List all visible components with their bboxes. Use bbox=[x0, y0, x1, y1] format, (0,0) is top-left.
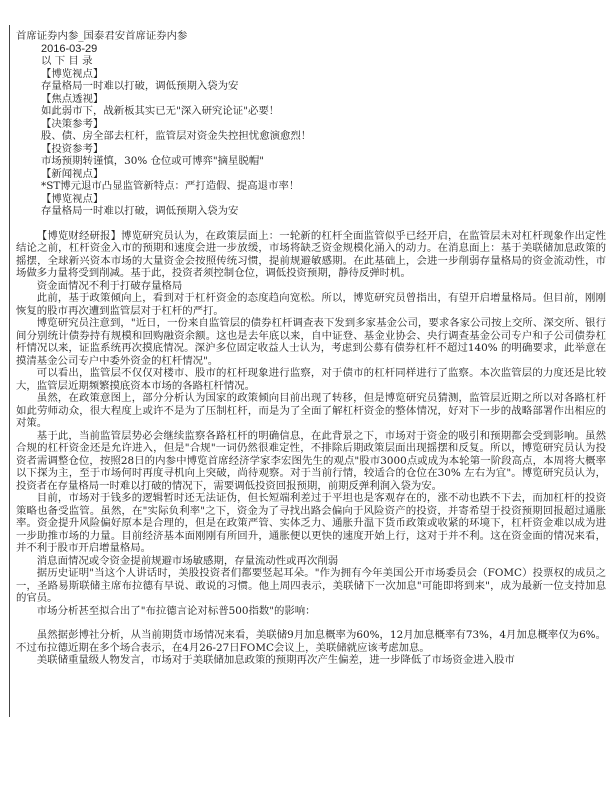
toc-headline: *ST博元退市凸显监管新特点：严打造假、提高退市率！ bbox=[41, 180, 300, 192]
paragraph: 据历史证明"当这个人讲话时，美股投资者们都要竖起耳朵。"作为拥有今年美国公开市场委员会（FOMC）投票权的成员之一，圣路易斯联储主席布拉德有早说、敢说的习惯。他上周四表示，美联储下一次加息"可能即将到来"，成为最新一位支持加息的官员。 bbox=[16, 567, 606, 604]
paragraph-intro: 【博览财经研报】博览研究员认为，在政策层面上：一轮新的杠杆全面监管似乎已经开启，在监管层未对杠杆现象作出定性结论之前，杠杆资金入市的预期和速度会进一步放缓，市场将缺乏资金规模化涌入的动力。在消息面上：基于美联储加息政策的摇摆，全球新兴资本市场的大量资金会按照传统习惯，提前规避敏感期。在此基础上，会进一步削弱存量格局的资金流动性，市场做多力量将受到削减。基于此，投资者须控制仓位，调低投资预期，静待反弹时机。 bbox=[16, 229, 606, 279]
toc-section: 【投资参考】 bbox=[41, 142, 104, 155]
toc-section: 【新闻视点】 bbox=[41, 167, 104, 180]
paragraph: 市场分析甚至拟合出了"布拉德言论对标普500指数"的影响： bbox=[36, 604, 316, 617]
paragraph: 虽然，在政策意图上，部分分析认为国家的政策倾向目前出现了转移，但是博览研究员猜测，监管层近期之所以对各路杠杆如此劳师动众，很大程度上或许不是为了压制杠杆，而是为了全面了解杠杆资金的整体情况，好对下一步的战略部署作出相应的对策。 bbox=[16, 392, 606, 429]
paragraph: 可以看出，监管层不仅仅对楼市、股市的杠杆现象进行监察，对于债市的杠杆同样进行了监察。本次监管层的力度还是比较大，监管层近期频繁摸底资本市场的各路杠杆情况。 bbox=[16, 367, 606, 392]
paragraph: 基于此，当前监管层势必会继续监察各路杠杆的明确信息，在此背景之下，市场对于资金的吸引和预期都会受到影响。虽然合规的杠杆资金还是允许进入，但是"合规"一词仍然很难定性，不排除后期政策层面出现摇摆和反复。所以，博览研究员认为投资者需调整仓位，按照28日的内参中博览首席经济学家李宏图先生的观点"股市3000点或成为本轮第一阶段高点，本周将大概率以下探为主，至于市场何时再度寻机向上突破，尚待观察。对于当前行情，较适合的仓位在30% 左右为宜"。博览研究员认为，投资者在存量格局一时难以打破的情况下，需要调低投资回报预期，前期反弹利润入袋为安。 bbox=[16, 429, 606, 492]
toc-section: 【决策参考】 bbox=[41, 117, 104, 130]
paragraph: 目前，市场对于钱多的逻辑暂时还无法证伪，但长短端利差过于平坦也是客观存在的，涨不动也跌不下去，而加杠杆的投资策略也备受监管。虽然，在"实际负利率"之下，资金为了寻找出路会偏向于风险资产的投资，并寄希望于投资预期回报超过通胀率。资金提升风险偏好原本是合理的，但是在政策严管、实体乏力、通胀升温下货币政策或收紧的环境下，杠杆资金难以成为进一步助推市场的力量。目前经济基本面刚刚有所回升，通胀便以更快的速度开始上行，这对于并不利。这在资金面的情况来看，并不利于股市开启增量格局。 bbox=[16, 492, 606, 554]
toc-section: 【博览视点】 bbox=[41, 67, 104, 80]
document-date: 2016-03-29 bbox=[41, 42, 98, 55]
toc-headline: 市场预期转谨慎，30% 仓位或可博弈"摘星脱帽" bbox=[41, 155, 264, 167]
article-body bbox=[16, 230, 606, 667]
spacer bbox=[16, 617, 606, 629]
subheading-news: 消息面情况或令资金提前规避市场敏感期，存量流动性或再次削弱 bbox=[36, 554, 339, 567]
table-of-contents bbox=[16, 43, 606, 218]
toc-headline: 存量格局一时难以打破，调低预期入袋为安 bbox=[41, 205, 239, 217]
paragraph: 此前，基于政策倾向上，看到对于杠杆资金的态度趋向宽松。所以，博览研究员曾指出，有望开启增量格局。但目前，刚刚恢复的股市再次遭到监管层对于杠杆的严打。 bbox=[16, 292, 606, 317]
paragraph: 虽然据彭博社分析，从当前期货市场情况来看，美联储9月加息概率为60%，12月加息概率有73%，4月加息概率仅为6%。不过布拉德近期在多个场合表示，在4月26-27日FOMC会议上，美联储就应该考虑加息。 bbox=[16, 629, 606, 654]
document-title: 首席证券内参_国泰君安首席证券内参 bbox=[16, 30, 188, 42]
paragraph: 美联储重量级人物发言，市场对于美联储加息政策的预期再次产生偏差，进一步降低了市场资金进入股市 bbox=[36, 654, 515, 666]
toc-headline: 股、债、房全部去杠杆，监管层对资金失控担忧愈演愈烈！ bbox=[41, 130, 312, 142]
subheading-funding: 资金面情况不利于打破存量格局 bbox=[36, 279, 183, 292]
toc-heading: 以 下 目 录 bbox=[41, 55, 93, 67]
toc-section: 【焦点透视】 bbox=[41, 92, 104, 105]
document bbox=[16, 30, 606, 667]
toc-headline: 如此弱市下，战新板其实已无"深入研究论证"必要！ bbox=[41, 105, 280, 117]
toc-headline: 存量格局一时难以打破，调低预期入袋为安 bbox=[41, 80, 239, 92]
toc-section: 【博览视点】 bbox=[41, 192, 104, 205]
page-left-border bbox=[9, 25, 10, 717]
paragraph: 博览研究员注意到，"近日，一份来自监管层的债券杠杆调查表下发到多家基金公司，要求各家公司按上交所、深交所、银行间分别统计债券持有规模和回购融资余额。这也是去年底以来，自中证登、基金业协会、央行调查基金公司专户和子公司债券杠杆情况以来，证监系统再次摸底情况。深沪多位固定收益人士认为，考虑到公募有债券杠杆不超过140% 的明确要求，此举意在摸清基金公司专户中委外资金的杠杆情况"。 bbox=[16, 317, 606, 367]
